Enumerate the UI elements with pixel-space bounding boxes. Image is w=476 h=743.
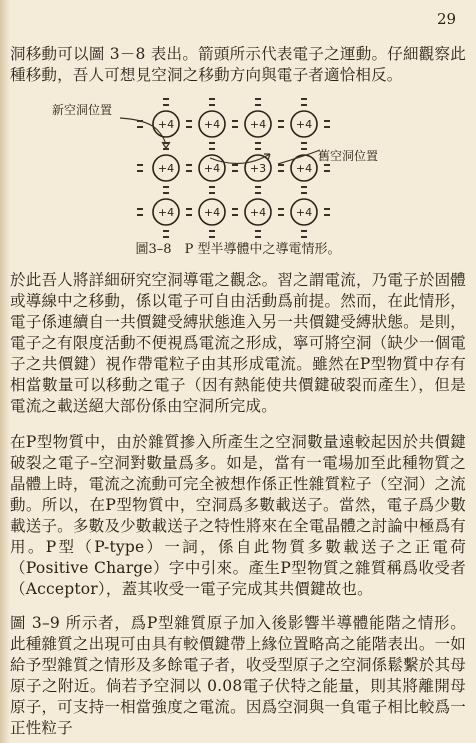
atom-label: +4 (295, 206, 313, 219)
atom-label: +4 (203, 118, 221, 131)
atom-label: +4 (157, 162, 175, 175)
top-paragraph: 洞移動可以圖 3－8 表出。箭頭所示代表電子之運動。仔細觀察此種移動，吾人可想見空洞之移動方向與電子者適恰相反。 (10, 45, 466, 84)
atom-label: +4 (295, 118, 313, 131)
label-new-hole: 新空洞位置 (52, 103, 113, 117)
atom-label: +4 (249, 206, 267, 219)
paragraph-2: 在P型物質中，由於雜質摻入所產生之空洞數量遠較起因於共價鍵破裂之電子–空洞對數量爲多。如是，當有一電場加至此種物質之晶體上時，電流之流動可完全被想作係正性雜質粒子（空洞）之流動。所以，在P型物質中，空洞爲多數載送子。當然，電子爲少數載送子。多數及少數載送子之特性將來在全電晶體之討論中極爲有用。P型（P-type）一詞，係自此物質多數載送子之正電荷（Positive Charge）字中引來。產生P型物質之雜質稱爲收受者（Acceptor），蓋其收受一電子完成其共價鍵故也。 (10, 433, 466, 598)
lattice-atoms (153, 111, 317, 225)
paragraph-3: 圖 3–9 所示者，爲P型雜質原子加入後影響半導體能階之情形。此種雜質之出現可由具有較價鍵帶上緣位置略高之能階表出。一如給予型雜質之情形及多餘電子者，收受型原子之空洞係鬆繫於其母原子之附近。倘若予空洞以 0.08電子伏特之能量，則其將離開母原子，可支持一相當強度之電流。因爲空洞與一負電子相比較爲一正性粒子 (10, 614, 466, 737)
atom-label: +4 (157, 206, 175, 219)
figure-3-8-lattice (0, 88, 476, 238)
label-old-hole: 舊空洞位置 (318, 149, 379, 163)
page-number: 29 (437, 10, 457, 28)
atom-label: +4 (203, 162, 221, 175)
paragraph-1: 於此吾人將詳細研究空洞導電之觀念。習之謂電流，乃電子於固體或導線中之移動，係以電子可自由活動爲前提。然而，在此情形，電子係連續自一共價鍵受縛狀態進入另一共價鍵受縛狀態。是則，電子之有限度活動不便視爲電流之形成，寧可將空洞（缺少一個電子之共價鍵）視作帶電粒子由其形成電流。雖然在P型物質中存有相當數量可以移動之電子（因有熱能使共價鍵破裂而產生），但是電流之載送絕大部份係由空洞所完成。 (10, 271, 466, 415)
atom-label: +3 (249, 162, 267, 175)
figure-caption: 圖3–8 P 型半導體中之導電情形。 (135, 242, 341, 257)
atom-label: +4 (157, 118, 175, 131)
atom-label: +4 (295, 162, 313, 175)
atom-label: +4 (249, 118, 267, 131)
atom-label: +4 (203, 206, 221, 219)
